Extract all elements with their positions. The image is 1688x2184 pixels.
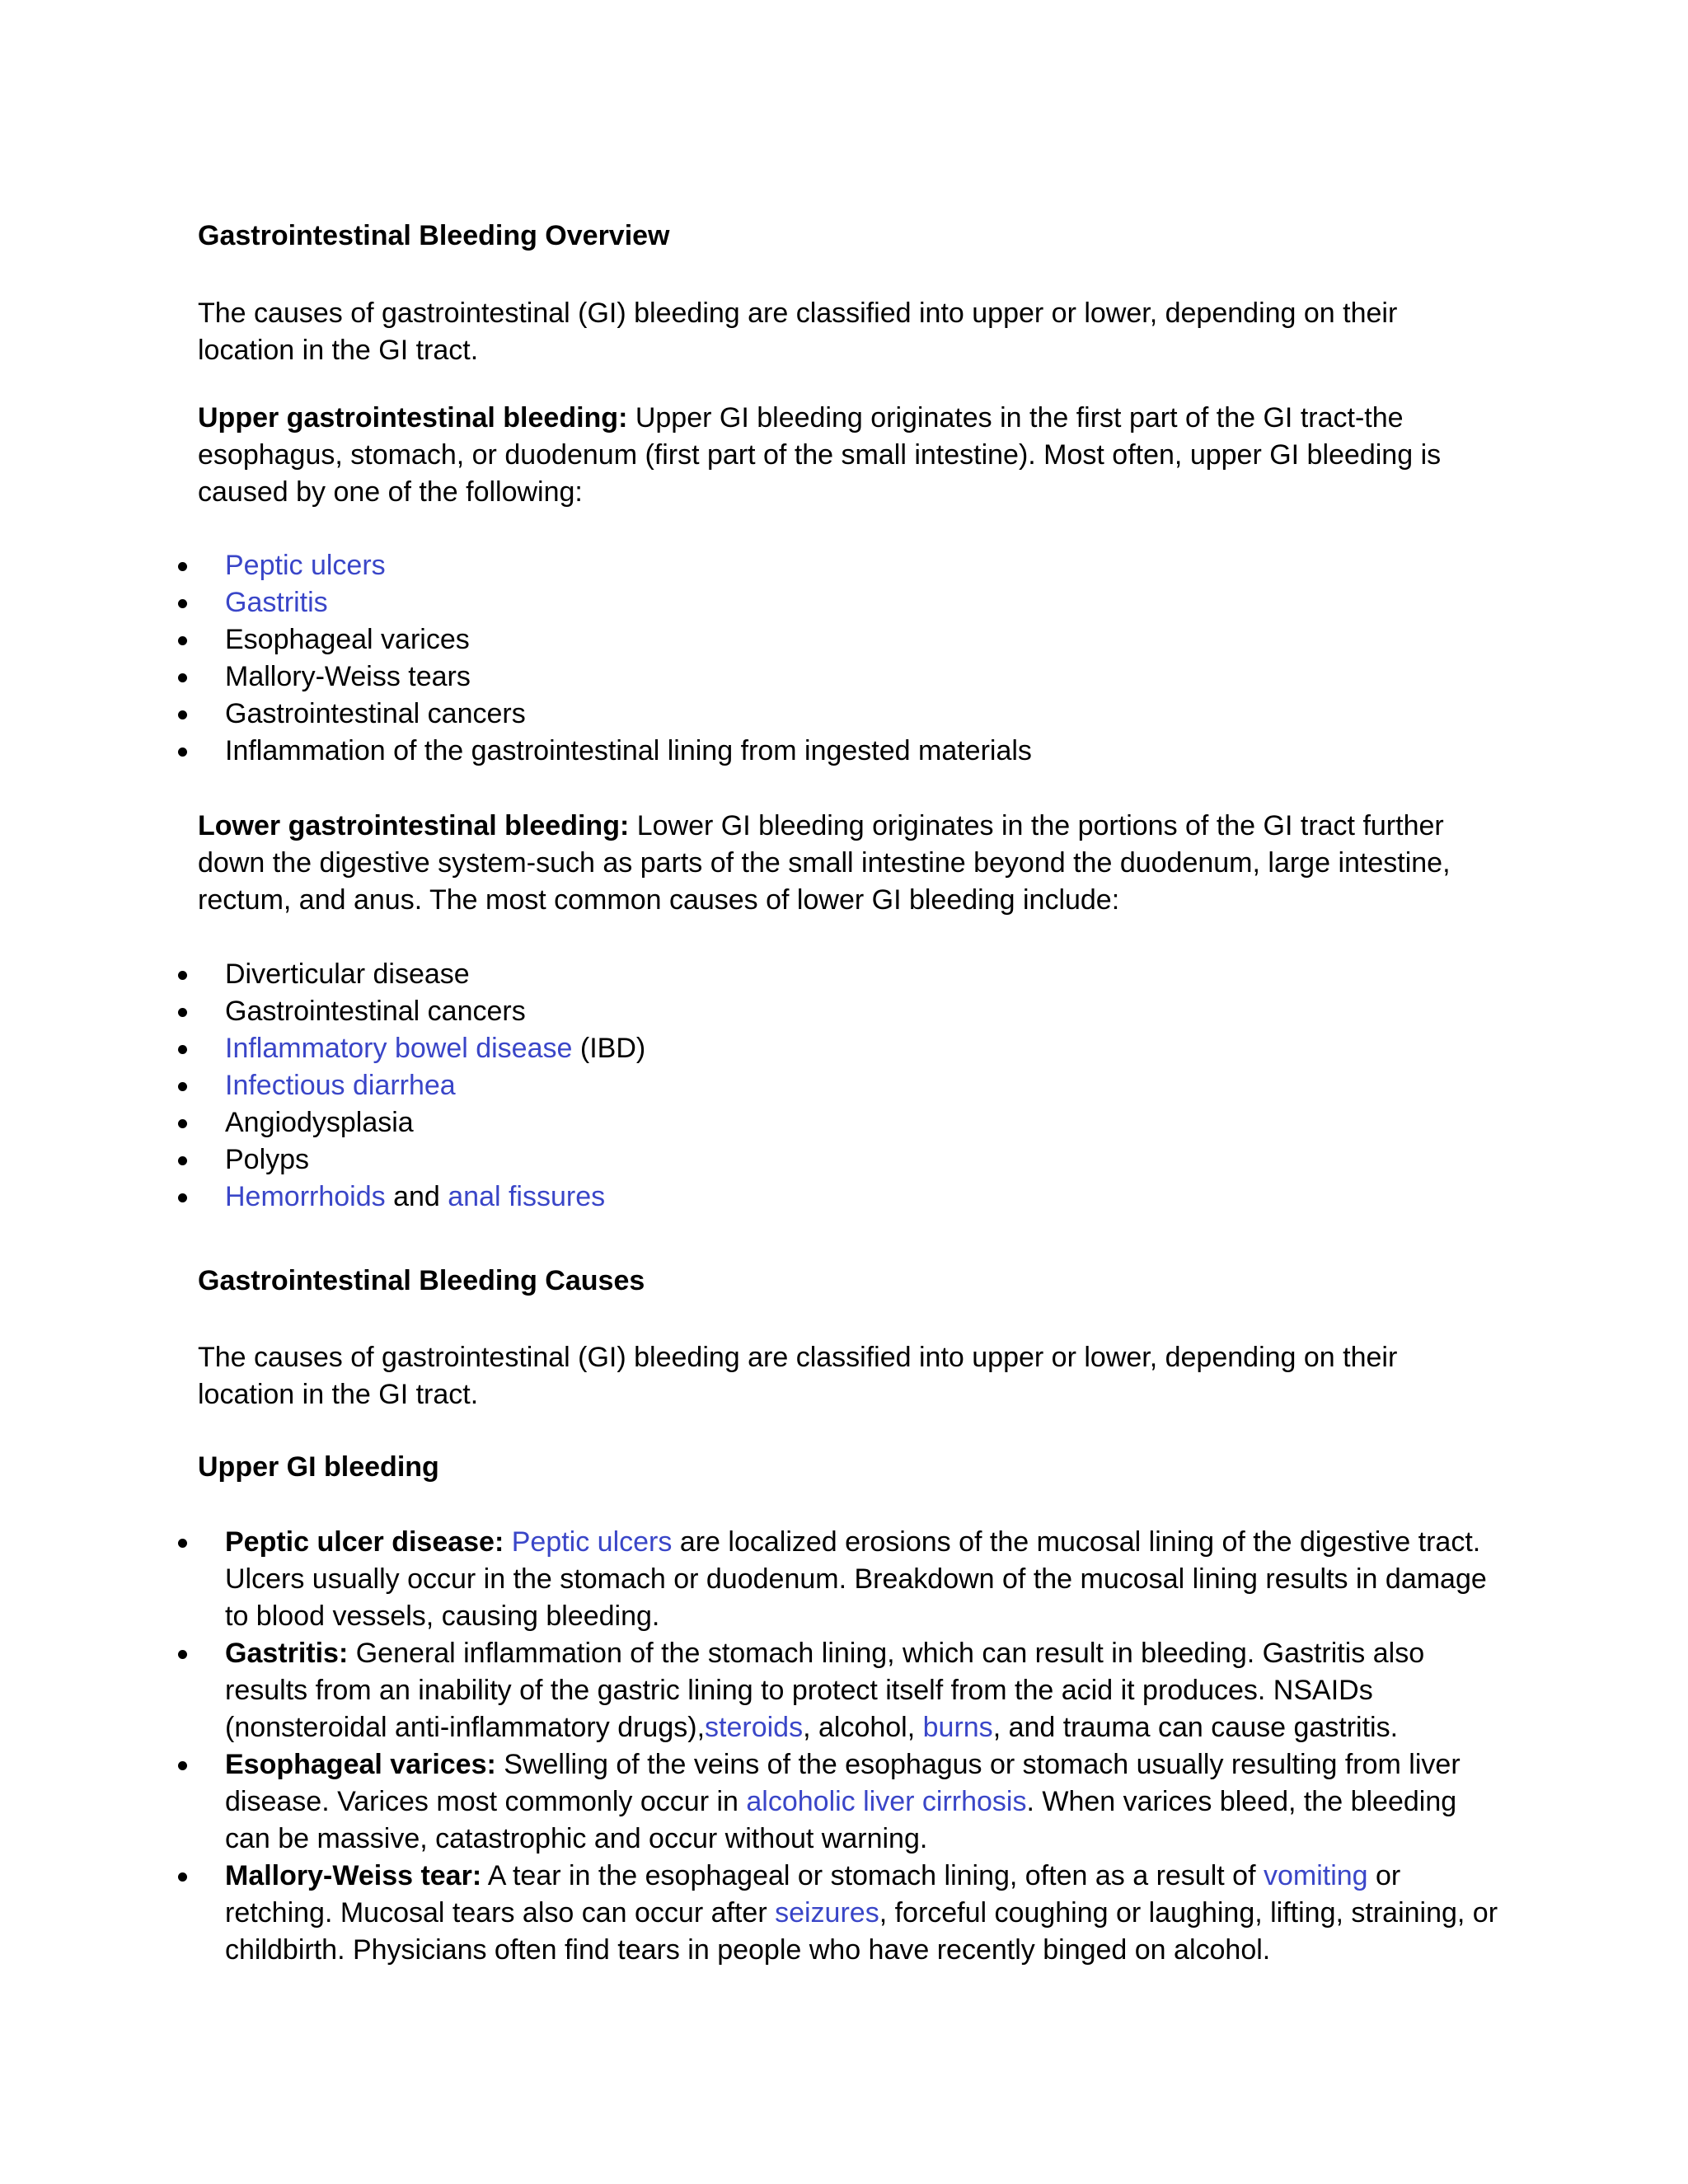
lower-gi-paragraph <box>198 808 1500 919</box>
steroids-link[interactable]: steroids <box>705 1712 804 1743</box>
list-item <box>198 1030 1500 1067</box>
ibd-suffix: (IBD) <box>572 1033 646 1064</box>
list-item-gastritis <box>198 1635 1500 1746</box>
upper-gi-text: Upper GI bleeding originates in the first part of the GI tract-the esophagus, stomach, or duodenum (first part of the small intestine). Most often, upper GI bleeding is caused by one of the following: <box>198 402 1442 508</box>
varices-text-1: Swelling of the veins of the esophagus or stomach usually resulting from liver disease. Varices most commonly occur in <box>225 1749 1461 1817</box>
lower-causes-list <box>198 956 1500 1216</box>
and-text: and <box>385 1181 448 1212</box>
upper-gi-heading: Upper GI bleeding <box>198 1451 439 1483</box>
burns-link[interactable]: burns <box>922 1712 993 1743</box>
gastritis-label: Gastritis: <box>225 1638 349 1669</box>
list-item <box>198 547 1500 584</box>
causes-intro: The causes of gastrointestinal (GI) bleeding are classified into upper or lower, depending on their location in the GI tract. <box>198 1342 1398 1410</box>
list-item: Mallory-Weiss tears <box>198 658 1500 696</box>
upper-gi-paragraph <box>198 400 1500 511</box>
gastritis-text-1: General inflammation of the stomach lining, which can result in bleeding. Gastritis also results from an inability of the gastric lining to protect itself from the acid it produces. NSAIDs (nonsteroidal anti-inflammatory drugs), <box>225 1638 1425 1743</box>
list-item: Gastrointestinal cancers <box>198 993 1500 1030</box>
list-item <box>198 1179 1500 1216</box>
peptic-text: are localized erosions of the mucosal lining of the digestive tract. Ulcers usually occur in the stomach or duodenum. Breakdown of the mucosal lining results in damage to blood vessels, causing bleeding. <box>225 1526 1487 1632</box>
hemorrhoids-link[interactable]: Hemorrhoids <box>225 1181 386 1212</box>
anal-fissures-link[interactable]: anal fissures <box>448 1181 606 1212</box>
list-item-peptic-ulcer <box>198 1524 1500 1635</box>
list-item <box>198 1067 1500 1104</box>
ibd-link[interactable]: Inflammatory bowel disease <box>225 1033 573 1064</box>
overview-intro: The causes of gastrointestinal (GI) bleeding are classified into upper or lower, depending on their location in the GI tract. <box>198 298 1398 366</box>
list-item: Esophageal varices <box>198 621 1500 658</box>
overview-title: Gastrointestinal Bleeding Overview <box>198 220 670 251</box>
varices-text-2: . When varices bleed, the bleeding can be massive, catastrophic and occur without warning. <box>225 1786 1457 1854</box>
seizures-link[interactable]: seizures <box>775 1897 879 1929</box>
vomiting-link[interactable]: vomiting <box>1263 1860 1368 1891</box>
infectious-diarrhea-link[interactable]: Infectious diarrhea <box>225 1070 456 1101</box>
mallory-text-2: or retching. Mucosal tears also can occur after <box>225 1860 1401 1929</box>
gastritis-text-2: , alcohol, <box>803 1712 923 1743</box>
gastritis-text-3: , and trauma can cause gastritis. <box>992 1712 1399 1743</box>
cirrhosis-link[interactable]: alcoholic liver cirrhosis <box>746 1786 1027 1817</box>
upper-gi-causes-list <box>198 1524 1500 1969</box>
peptic-label: Peptic ulcer disease: <box>225 1526 504 1558</box>
upper-causes-list <box>198 547 1500 770</box>
list-item: Polyps <box>198 1141 1500 1179</box>
list-item: Diverticular disease <box>198 956 1500 993</box>
list-item: Inflammation of the gastrointestinal lining from ingested materials <box>198 733 1500 770</box>
list-item-varices <box>198 1746 1500 1858</box>
list-item <box>198 584 1500 621</box>
lower-gi-label: Lower gastrointestinal bleeding: <box>198 810 630 841</box>
peptic-ulcers-link-2[interactable]: Peptic ulcers <box>511 1526 673 1558</box>
peptic-ulcers-link[interactable]: Peptic ulcers <box>225 550 386 581</box>
upper-gi-label: Upper gastrointestinal bleeding: <box>198 402 628 434</box>
lower-gi-text: Lower GI bleeding originates in the portions of the GI tract further down the digestive system-such as parts of the small intestine beyond the duodenum, large intestine, rectum, and anus. The most common causes of lower GI bleeding include: <box>198 810 1451 916</box>
gastritis-link[interactable]: Gastritis <box>225 587 328 618</box>
list-item: Gastrointestinal cancers <box>198 696 1500 733</box>
list-item: Angiodysplasia <box>198 1104 1500 1141</box>
mallory-text-3: , forceful coughing or laughing, lifting, straining, or childbirth. Physicians often find tears in people who have recently binged on alcohol. <box>225 1897 1498 1966</box>
mallory-label: Mallory-Weiss tear: <box>225 1860 482 1891</box>
list-item-mallory-weiss <box>198 1858 1500 1969</box>
varices-label: Esophageal varices: <box>225 1749 496 1780</box>
mallory-text-1: A tear in the esophageal or stomach lining, often as a result of <box>481 1860 1264 1891</box>
causes-title: Gastrointestinal Bleeding Causes <box>198 1265 645 1296</box>
